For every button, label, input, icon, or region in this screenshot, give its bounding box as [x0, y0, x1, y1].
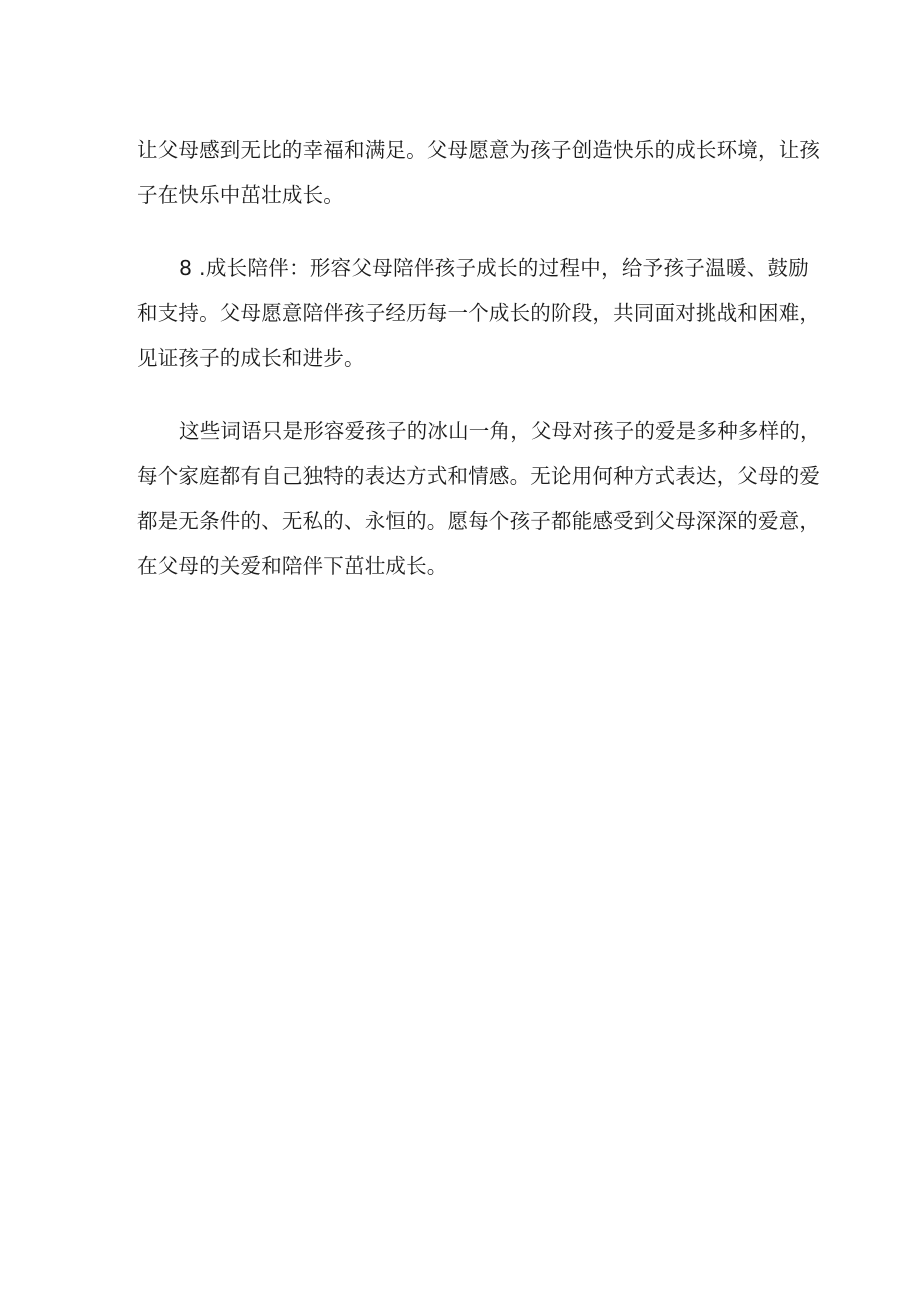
text-line: 和支持。父母愿意陪伴孩子经历每一个成长的阶段，共同面对挑战和困难，: [137, 301, 821, 325]
text-line: 在父母的关爱和陪伴下茁壮成长。: [137, 554, 448, 578]
paragraph-spacer: [137, 381, 809, 409]
paragraph-item-8: [137, 246, 821, 381]
text-line: 每个家庭都有自己独特的表达方式和情感。无论用何种方式表达，父母的爱: [137, 464, 821, 488]
paragraph-spacer: [137, 218, 809, 246]
text-line: 这些词语只是形容爱孩子的冰山一角，父母对孩子的爱是多种多样的，: [179, 419, 821, 443]
paragraph-continuation: [137, 128, 821, 218]
paragraph-conclusion: [137, 409, 821, 589]
text-line: 子在快乐中茁壮成长。: [137, 183, 344, 207]
text-line: 8 .成长陪伴：形容父母陪伴孩子成长的过程中，给予孩子温暖、鼓励: [179, 256, 809, 280]
text-line: 让父母感到无比的幸福和满足。父母愿意为孩子创造快乐的成长环境，让孩: [137, 138, 821, 162]
text-line: 都是无条件的、无私的、永恒的。愿每个孩子都能感受到父母深深的爱意，: [137, 509, 821, 533]
document-body: [137, 128, 821, 589]
text-line: 见证孩子的成长和进步。: [137, 346, 365, 370]
